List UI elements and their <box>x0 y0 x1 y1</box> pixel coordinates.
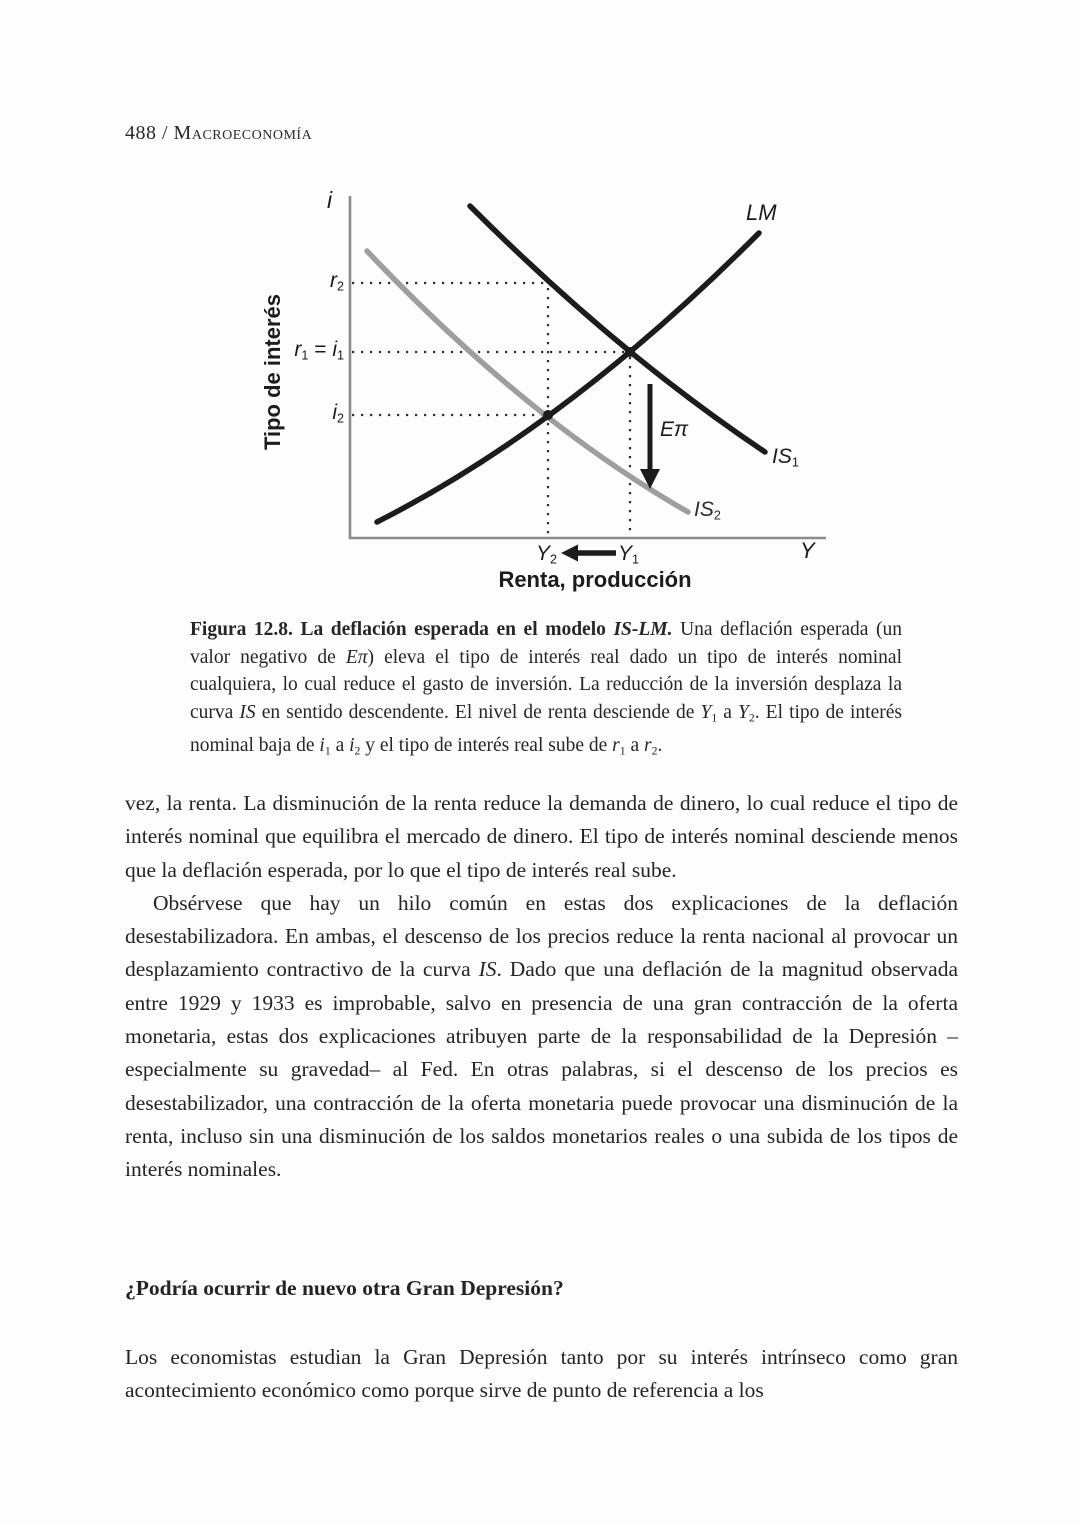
lm-curve-label: LM <box>746 200 777 225</box>
section-heading: ¿Podría ocurrir de nuevo otra Gran Depresión? <box>125 1276 564 1300</box>
paragraph-1: vez, la renta. La disminución de la renta reduce la demanda de dinero, lo cual reduce el tipo de interés nominal que equilibra el mercado de dinero. El tipo de interés nominal desciende menos que la deflación esperada, por lo que el tipo de interés real sube. <box>125 791 958 882</box>
i2-tick-label: $i_2$ <box>332 401 344 426</box>
is2-curve-label: $IS_2$ <box>694 498 721 523</box>
axes-line <box>350 196 826 538</box>
x-axis-title: Renta, producción <box>498 567 692 592</box>
is1-curve-label: $IS_1$ <box>772 445 799 470</box>
equilibrium-dot-1 <box>625 347 635 357</box>
dotted-guides <box>352 283 630 536</box>
figure-caption: Figura 12.8. La deflación esperada en el modelo IS-LM. Una deflación esperada (un valor negativo de Eπ) eleva el tipo de interés real dado un tipo de interés nominal cualquiera, lo cual reduce el gasto de inversión. La reducción de la inversión desplaza la curva IS en sentido descendente. El nivel de renta desciende de $Y_1$ a $Y_2$. El tipo de interés nominal baja de $i_1$ a $i_2$ y el tipo de interés real sube de $r_1$ a $r_2$. <box>190 619 902 757</box>
page-header: 488 / Macroeconomía <box>125 122 313 144</box>
y-axis-title: Tipo de interés <box>260 293 285 451</box>
y-axis-end-label: Y <box>800 538 815 563</box>
paragraph-3: Los economistas estudian la Gran Depresión tanto por su interés intrínseco como gran acontecimiento económico como porque sirve de punto de referencia a los <box>125 1345 958 1403</box>
equilibrium-dot-2 <box>543 410 553 420</box>
r1-equals-i1-tick-label: $r_1 = i_1$ <box>294 338 344 363</box>
paragraph-2: Obsérvese que hay un hilo común en estas dos explicaciones de la deflación desestabilizadora. En ambas, el descenso de los precios reduce la renta nacional al provocar un desplazamiento contractivo de la curva IS. Dado que una deflación de la magnitud observada entre 1929 y 1933 es improbable, salvo en presencia de una gran contracción de la oferta monetaria, estas dos explicaciones atribuyen parte de la responsabilidad de la Depresión –especialmente su gravedad– al Fed. En otras palabras, si el descenso de los precios es desestabilizador, una contracción de la oferta monetaria puede provocar una disminución de la renta, incluso sin una disminución de los saldos monetarios reales o una subida de los tipos de interés nominales. <box>125 890 958 1182</box>
lm-curve <box>377 233 759 522</box>
y1-tick-label: $Y_1$ <box>618 542 640 567</box>
is2-curve <box>367 251 688 512</box>
y2-tick-label: $Y_2$ <box>536 542 558 567</box>
r2-tick-label: $r_2$ <box>329 269 344 294</box>
i-axis-label: i <box>327 187 333 213</box>
shift-arrow-head <box>561 545 578 562</box>
epi-annotation-label: Eπ <box>660 418 689 441</box>
body-text-block <box>125 787 958 1187</box>
